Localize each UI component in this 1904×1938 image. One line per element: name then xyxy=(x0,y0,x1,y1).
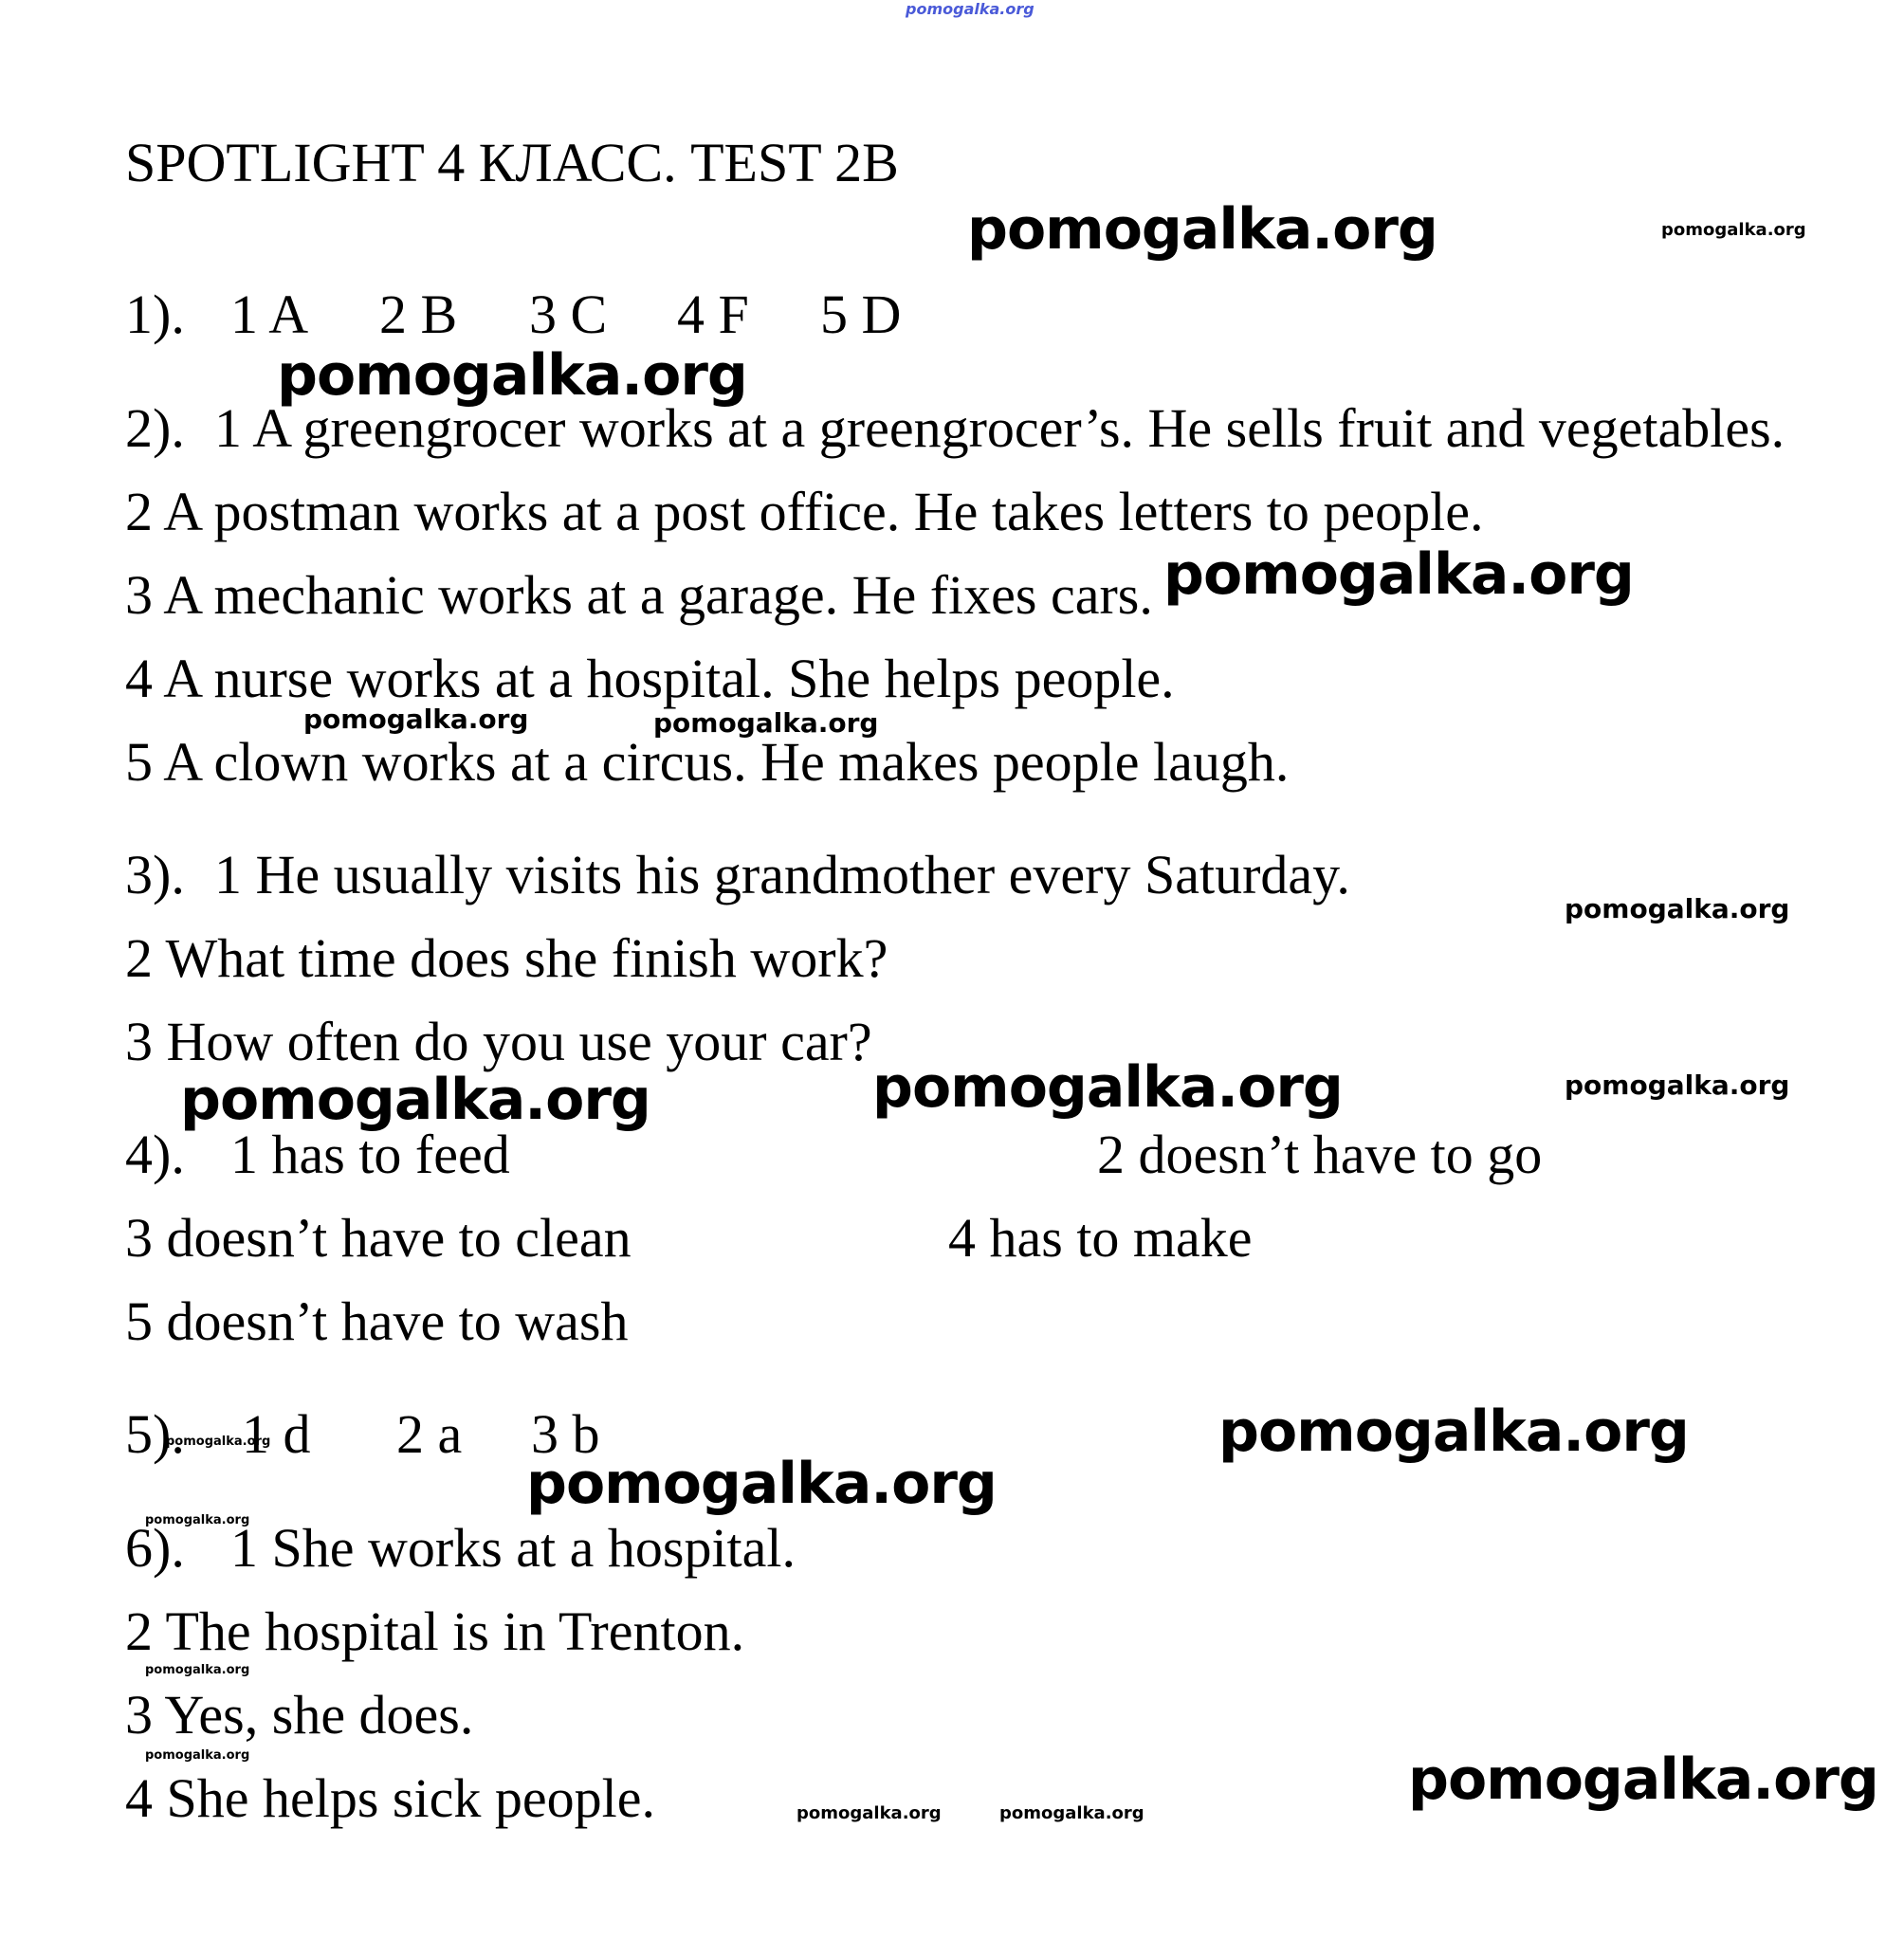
watermark: pomogalka.org xyxy=(526,1451,997,1517)
answer-item: 5 doesn’t have to wash xyxy=(125,1290,629,1352)
answer-line: 3 How often do you use your car? xyxy=(125,1011,872,1072)
watermark: pomogalka.org xyxy=(1408,1746,1878,1813)
answer-line: 4 A nurse works at a hospital. She helps people. xyxy=(125,648,1175,709)
section-label: 4). xyxy=(125,1124,185,1185)
header-watermark[interactable]: pomogalka.org xyxy=(906,0,1034,18)
watermark: pomogalka.org xyxy=(653,707,879,739)
watermark: pomogalka.org xyxy=(180,1067,650,1133)
answer-item: 3 b xyxy=(531,1403,600,1465)
answer-line: 2 The hospital is in Trenton. xyxy=(125,1600,745,1662)
watermark: pomogalka.org xyxy=(1661,220,1806,240)
answer-line: 2 A postman works at a post office. He takes letters to people. xyxy=(125,481,1484,542)
watermark: pomogalka.org xyxy=(303,704,529,735)
answer-item: 1 has to feed xyxy=(230,1124,510,1185)
answer-item: 1 d xyxy=(242,1403,311,1465)
watermark: pomogalka.org xyxy=(145,1663,250,1677)
answer-item: 4 F xyxy=(677,283,749,345)
answer-line: 5 A clown works at a circus. He makes people laugh. xyxy=(125,731,1290,793)
page-title: SPOTLIGHT 4 КЛАСС. TEST 2B xyxy=(125,132,899,193)
answer-line: 1 He usually visits his grandmother every Saturday. xyxy=(214,844,1350,905)
watermark: pomogalka.org xyxy=(145,1748,250,1763)
watermark: pomogalka.org xyxy=(1163,541,1634,608)
watermark: pomogalka.org xyxy=(1565,1070,1790,1101)
answer-line: 4 She helps sick people. xyxy=(125,1767,655,1829)
answer-item: 1 A xyxy=(230,283,309,345)
answer-item: 3 doesn’t have to clean xyxy=(125,1207,632,1269)
watermark: pomogalka.org xyxy=(967,196,1437,263)
watermark: pomogalka.org xyxy=(1218,1399,1689,1465)
watermark: pomogalka.org xyxy=(999,1803,1144,1823)
watermark: pomogalka.org xyxy=(145,1513,250,1527)
answer-line: 3 A mechanic works at a garage. He fixes cars. xyxy=(125,564,1153,626)
section-label: 1). xyxy=(125,283,185,345)
answer-item: 2 B xyxy=(379,283,458,345)
section-label: 2). xyxy=(125,397,185,459)
section-label: 3). xyxy=(125,844,185,905)
watermark: pomogalka.org xyxy=(277,342,747,409)
answer-item: 5 D xyxy=(820,283,902,345)
section-label: 6). xyxy=(125,1517,185,1579)
watermark: pomogalka.org xyxy=(872,1054,1343,1121)
watermark: pomogalka.org xyxy=(796,1803,942,1823)
answer-item: 4 has to make xyxy=(948,1207,1253,1269)
answer-line: 2 What time does she finish work? xyxy=(125,927,888,989)
watermark: pomogalka.org xyxy=(166,1435,271,1449)
section-label: 5). xyxy=(125,1403,185,1465)
answer-item: 2 a xyxy=(396,1403,463,1465)
answer-item: 3 C xyxy=(529,283,608,345)
answer-line: 3 Yes, she does. xyxy=(125,1684,474,1746)
answer-line: 1 A greengrocer works at a greengrocer’s. He sells fruit and vegetables. xyxy=(214,397,1785,459)
answer-item: 2 doesn’t have to go xyxy=(1097,1124,1543,1185)
watermark: pomogalka.org xyxy=(1565,893,1790,924)
answer-line: 1 She works at a hospital. xyxy=(230,1517,796,1579)
